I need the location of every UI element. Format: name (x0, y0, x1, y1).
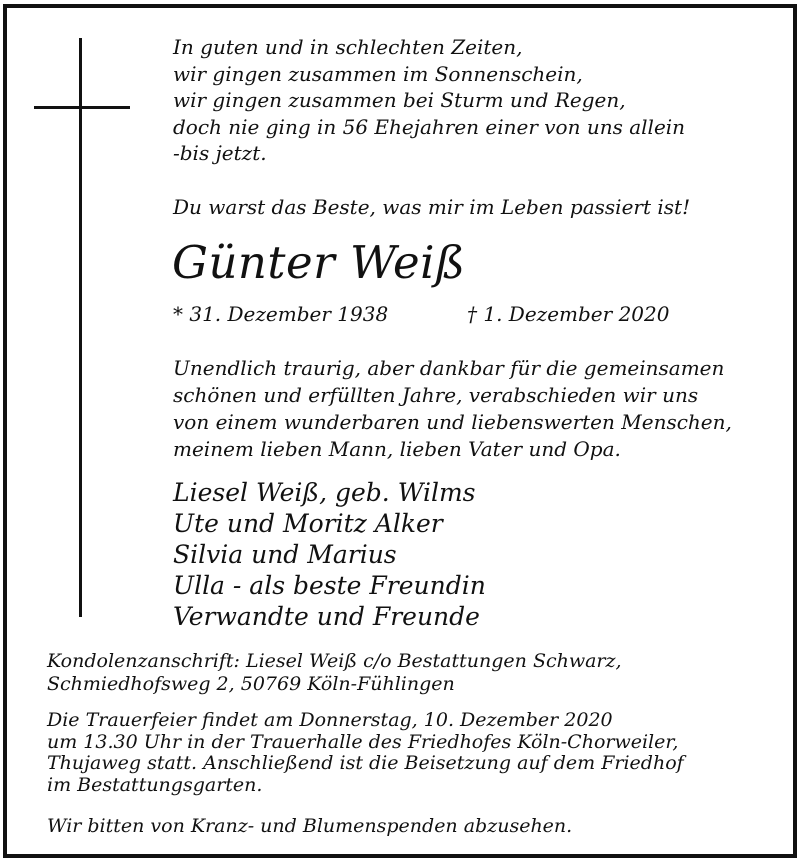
mourning-text (173, 355, 732, 463)
family-member: Silvia und Marius (173, 540, 397, 569)
family-member: Ute und Moritz Alker (173, 509, 443, 538)
poem-line: wir gingen zusammen im Sonnenschein, (173, 61, 583, 86)
donation-request: Wir bitten von Kranz- und Blumenspenden abzusehen. (47, 815, 573, 837)
poem-line: -bis jetzt. (173, 141, 267, 165)
ceremony-line: Die Trauerfeier findet am Donnerstag, 10. Dezember 2020 (47, 709, 613, 731)
family-member: Liesel Weiß, geb. Wilms (173, 478, 476, 507)
quote: Du warst das Beste, was mir im Leben passiert ist! (173, 195, 691, 219)
condolence-line: Schmiedhofsweg 2, 50769 Köln-Fühlingen (47, 673, 455, 695)
mourning-line: meinem lieben Mann, lieben Vater und Opa. (173, 437, 621, 461)
ceremony-line: im Bestattungsgarten. (47, 773, 263, 796)
deceased-name: Günter Weiß (172, 236, 466, 289)
cross-icon (79, 38, 82, 617)
family-member: Ulla - als beste Freundin (173, 571, 486, 600)
family-list (173, 477, 486, 632)
condolence-line: Kondolenzanschrift: Liesel Weiß c/o Bestattungen Schwarz, (47, 650, 622, 672)
birth-date: * 31. Dezember 1938 (173, 302, 389, 326)
mourning-line: schönen und erfüllten Jahre, verabschieden wir uns (173, 383, 699, 407)
mourning-line: von einem wunderbaren und liebenswerten Menschen, (173, 410, 732, 434)
poem (173, 34, 685, 167)
poem-line: wir gingen zusammen bei Sturm und Regen, (173, 88, 626, 112)
poem-line: In guten und in schlechten Zeiten, (173, 35, 523, 59)
poem-line: doch nie ging in 56 Ehejahren einer von uns allein (173, 114, 686, 139)
condolence-address (47, 650, 622, 696)
mourning-line: Unendlich traurig, aber dankbar für die gemeinsamen (173, 356, 725, 380)
death-date: † 1. Dezember 2020 (467, 302, 670, 326)
ceremony-line: um 13.30 Uhr in der Trauerhalle des Friedhofes Köln-Chorweiler, (47, 730, 679, 753)
ceremony-line: Thujaweg statt. Anschließend ist die Beisetzung auf dem Friedhof (47, 752, 684, 774)
ceremony-info (47, 710, 684, 796)
cross-bar (34, 106, 130, 109)
family-member: Verwandte und Freunde (173, 602, 480, 631)
